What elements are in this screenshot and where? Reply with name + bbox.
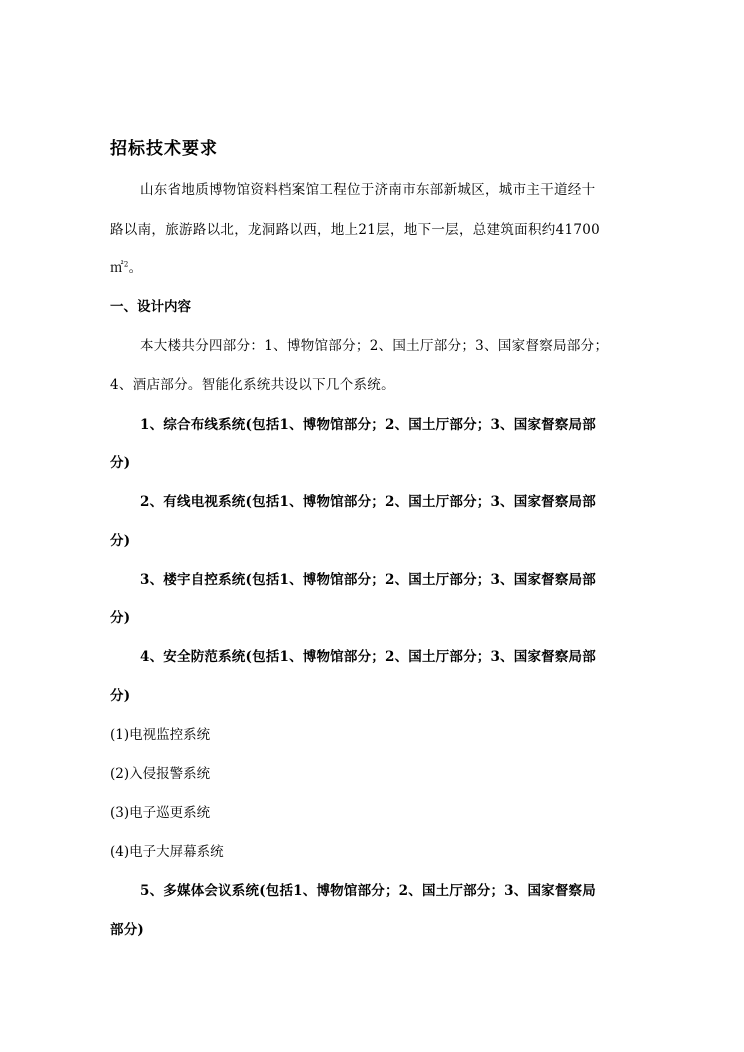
system-1-line-2: 分): [110, 455, 131, 471]
security-item-3: (3)电子巡更系统: [110, 805, 211, 821]
system-3-line-2: 分): [110, 610, 131, 626]
area-unit-superscript: 2: [123, 260, 129, 269]
system-4-line-1: 4、安全防范系统(包括1、博物馆部分；2、国土厅部分；3、国家督察局部: [140, 649, 596, 665]
intro-paragraph-line-3: [110, 256, 635, 276]
intro-end-mark: 。: [128, 260, 143, 276]
security-item-4: (4)电子大屏幕系统: [110, 844, 224, 860]
section-heading-design-content: 一、设计内容: [110, 299, 191, 315]
system-1-line-1: 1、综合布线系统(包括1、博物馆部分；2、国土厅部分；3、国家督察局部: [140, 417, 596, 433]
intro-paragraph-line-1: 山东省地质博物馆资料档案馆工程位于济南市东部新城区，城市主干道经十: [140, 182, 596, 198]
area-unit: ㎡: [110, 260, 124, 276]
document-title: 招标技术要求: [110, 139, 218, 159]
section-paragraph-line-1: 本大楼共分四部分：1、博物馆部分；2、国土厅部分；3、国家督察局部分；: [140, 338, 609, 354]
section-paragraph-line-2: 4、酒店部分。智能化系统共设以下几个系统。: [110, 377, 395, 393]
system-3-line-1: 3、楼宇自控系统(包括1、博物馆部分；2、国土厅部分；3、国家督察局部: [140, 572, 596, 588]
system-2-line-2: 分): [110, 533, 131, 549]
security-item-2: (2)入侵报警系统: [110, 766, 211, 782]
security-item-1: (1)电视监控系统: [110, 727, 211, 743]
system-5-line-2: 部分): [110, 922, 144, 938]
system-5-line-1: 5、多媒体会议系统(包括1、博物馆部分；2、国土厅部分；3、国家督察局: [140, 883, 596, 899]
intro-paragraph-line-2: 路以南，旅游路以北，龙洞路以西，地上21层，地下一层，总建筑面积约41700: [110, 222, 601, 238]
system-2-line-1: 2、有线电视系统(包括1、博物馆部分；2、国土厅部分；3、国家督察局部: [140, 494, 596, 510]
system-4-line-2: 分): [110, 688, 131, 704]
